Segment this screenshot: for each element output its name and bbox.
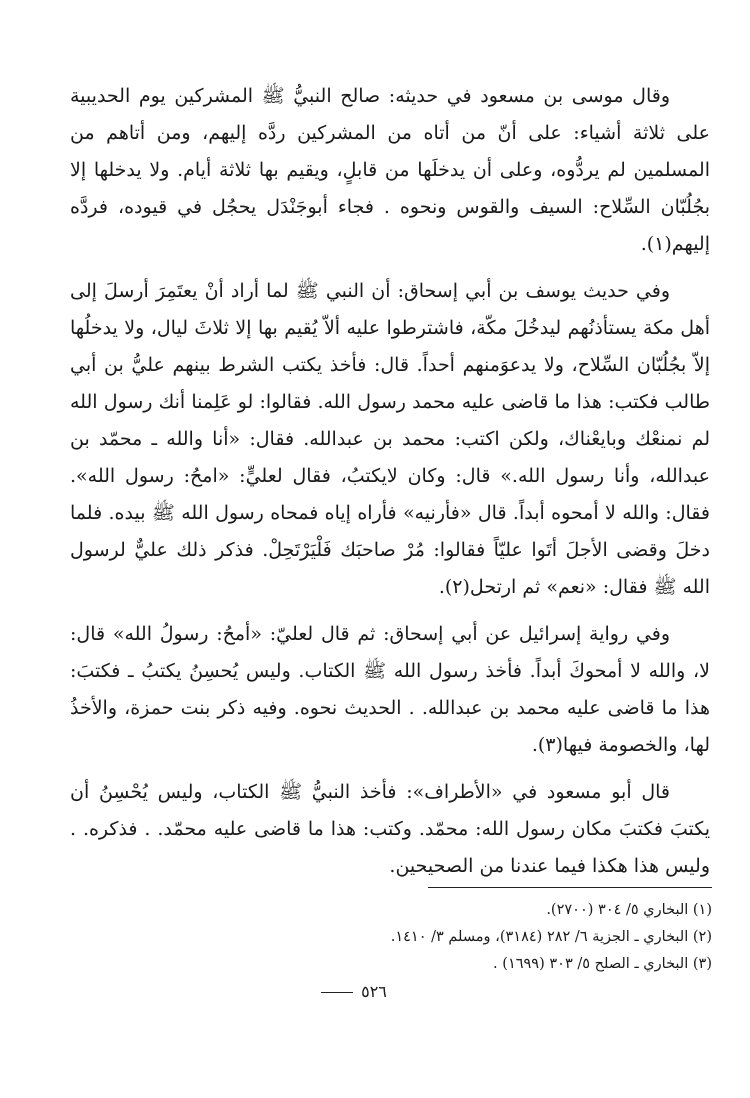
- paragraph-2: وفي حديث يوسف بن أبي إسحاق: أن النبي ﷺ لما أراد أنْ يعتَمِرَ أرسلَ إلى أهل مكة يستأذنُهم ليدخُلَ مكّة، فاشترطوا عليه ألاّ يُقيم بها إلا ثلاثَ ليال، ولا يدخلُها إلاّ بجُلُبّان السِّلاح، ولا يدعوَمنهم أحداً. قال: فأخذ يكتب الشرط بينهم عليُّ بن أبي طالب فكتب: هذا ما قاضى عليه محمد رسول الله. فقالوا: لو عَلِمنا أنك رسول الله لم نمنعْك وبايعْناك، ولكن اكتب: محمد بن عبدالله. فقال: «أنا والله ـ محمّد بن عبدالله، وأنا رسول الله.» قال: وكان لايكتبُ، فقال لعليٍّ: «امحُ: رسول الله». فقال: والله لا أمحوه أبداً. قال «فأرنيه» فأراه إياه فمحاه رسول الله ﷺ بيده. فلما دخلَ وقضى الأجلَ أتَوا عليّاً فقالوا: مُرْ صاحبَك فَلْيَرْتَحِلْ. فذكر ذلك عليٌّ لرسول الله ﷺ فقال: «نعم» ثم ارتحل(٢).: [70, 280, 710, 598]
- paragraph-3: وفي رواية إسرائيل عن أبي إسحاق: ثم قال لعليّ: «أمحُ: رسولُ الله» قال: لا، والله لا أمحوكَ أبداً. فأخذ رسول الله ﷺ الكتاب. وليس يُحسِنُ يكتبُ ـ فكتبَ: هذا ما قاضى عليه محمد بن عبدالله. . الحديث نحوه. وفيه ذكر بنت حمزة، والأخذُ لها، والخصومة فيها(٣).: [70, 623, 710, 756]
- footnote-separator: [428, 887, 712, 888]
- page-number-dash: [321, 992, 353, 993]
- footnote-2: (٢) البخاري ـ الجزية ٦/ ٢٨٢ (٣١٨٤)، ومسلم ٣/ ١٤١٠.: [390, 929, 712, 945]
- main-text: [70, 78, 710, 895]
- page-number: ٥٢٦: [361, 982, 387, 1001]
- paragraph-4: قال أبو مسعود في «الأطراف»: فأخذ النبيُّ ﷺ الكتاب، وليس يُحْسِنُ أن يكتبَ فكتبَ مكان رسول الله: محمّد. وكتب: هذا ما قاضى عليه محمّد. . فذكره. . وليس هذا هكذا فيما عندنا من الصحيحين.: [70, 781, 710, 877]
- page-number-area: [0, 982, 700, 1001]
- footnote-1: (١) البخاري ٥/ ٣٠٤ (٢٧٠٠).: [546, 902, 712, 918]
- paragraph-1: وقال موسى بن مسعود في حديثه: صالح النبيُّ ﷺ المشركين يوم الحديبية على ثلاثة أشياء: على أنّ من أتاه من المشركين ردَّه إليهم، ومن أتاهم من المسلمين لم يردُّوه، وعلى أن يدخلَها من قابلٍ، ويقيم بها ثلاثة أيام. ولا يدخلها إلا بجُلُبّان السِّلاح: السيف والقوس ونحوه . فجاء أبوجَنْدَل يحجُل في قيوده، فردَّه إليهم(١).: [70, 85, 710, 255]
- footnotes: [70, 897, 712, 978]
- footnote-3: (٣) البخاري ـ الصلح ٥/ ٣٠٣ (١٦٩٩) .: [493, 956, 712, 972]
